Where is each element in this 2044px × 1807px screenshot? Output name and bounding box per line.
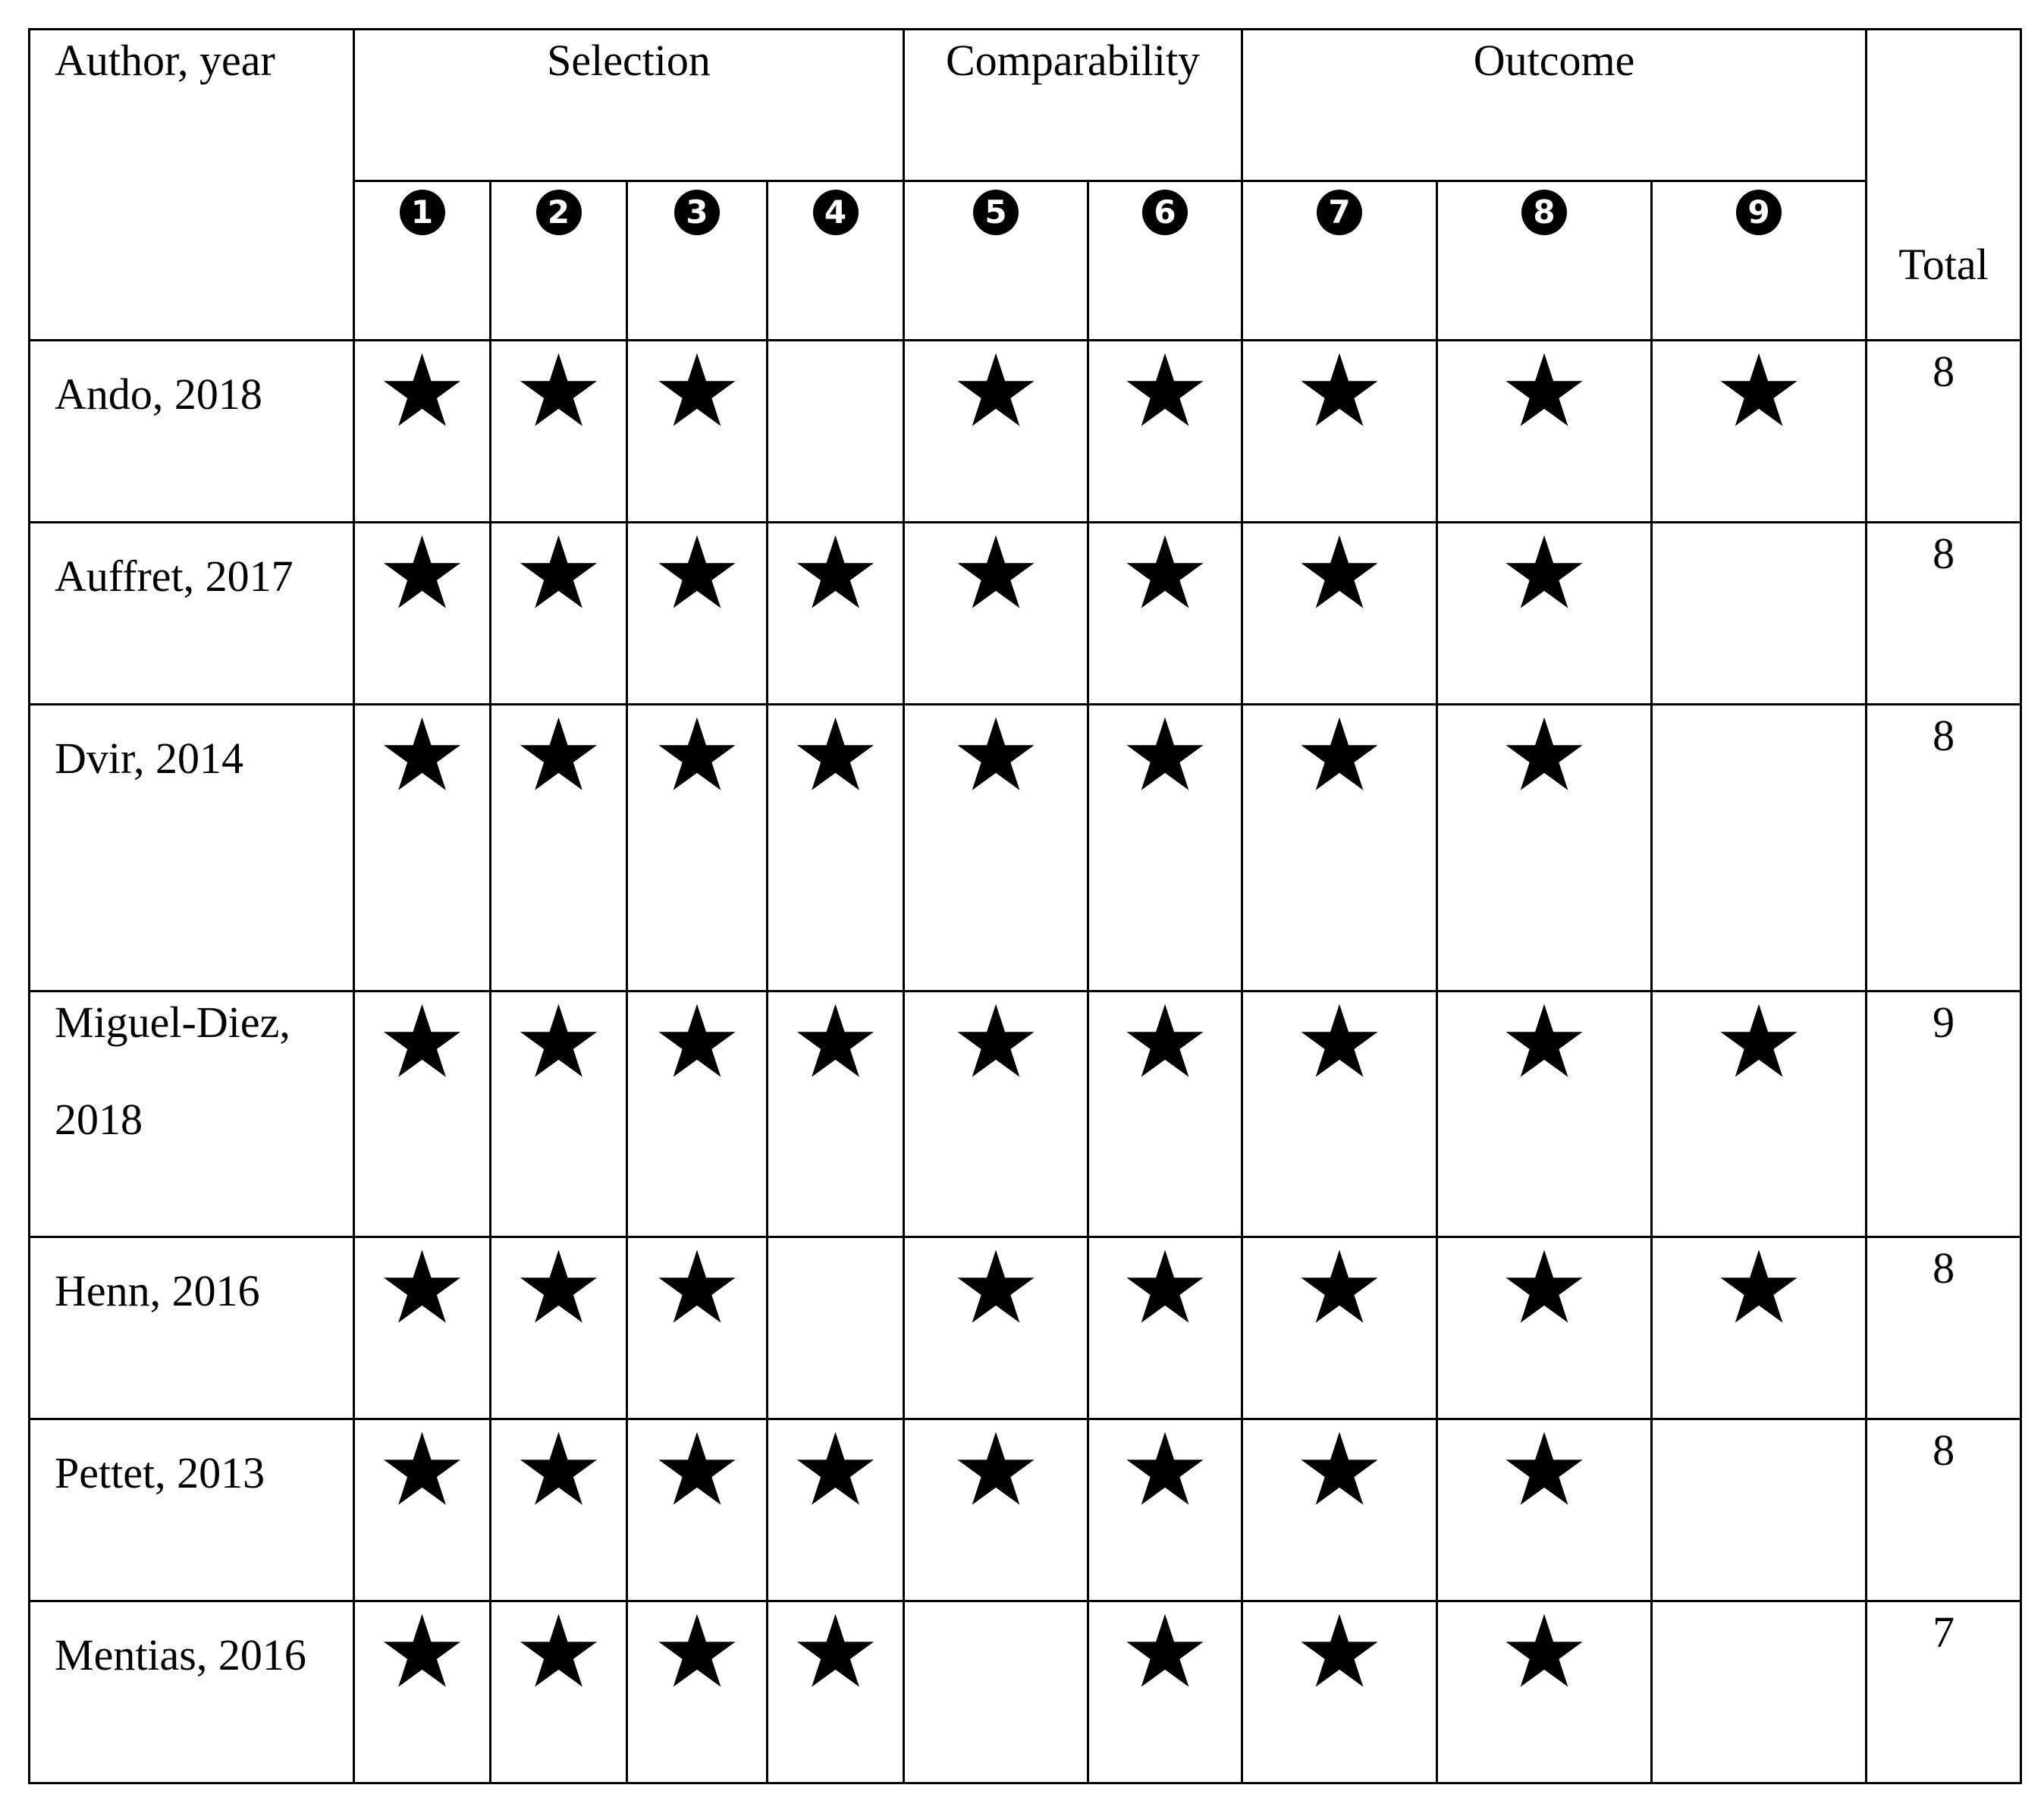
star-cell: [627, 697, 768, 991]
star-cell: [1437, 1594, 1652, 1783]
star-icon: ★: [652, 515, 743, 632]
star-icon: ★: [1499, 1230, 1590, 1347]
star-cell: [768, 697, 904, 991]
author-cell: [30, 1601, 354, 1783]
star-icon: ★: [1713, 333, 1804, 450]
star-icon: ★: [1119, 515, 1210, 632]
star-cell: [1437, 1230, 1652, 1419]
star-icon: ★: [513, 984, 604, 1101]
star-icon: ★: [513, 697, 604, 814]
star-icon: ★: [513, 1594, 604, 1711]
star-cell: [1088, 515, 1242, 705]
star-cell: [627, 333, 768, 523]
star-cell: [354, 697, 491, 991]
star-cell: [1088, 984, 1242, 1237]
item-number-badge: 5: [973, 190, 1019, 235]
total-cell: 8: [1867, 341, 2021, 523]
item-number-badge: 6: [1142, 190, 1188, 235]
item-number-header: [1242, 181, 1437, 341]
star-icon: ★: [1713, 1230, 1804, 1347]
star-cell: [1088, 1594, 1242, 1783]
star-cell: [627, 1230, 768, 1419]
star-cell: [768, 984, 904, 1237]
star-cell: [904, 984, 1088, 1237]
author-cell: [30, 1419, 354, 1601]
star-cell: [1437, 984, 1652, 1237]
star-icon: ★: [377, 515, 467, 632]
star-cell: [1242, 333, 1437, 523]
star-icon: ★: [1499, 515, 1590, 632]
item-number-header: [354, 181, 491, 341]
star-icon: ★: [1119, 333, 1210, 450]
star-cell: [491, 1230, 627, 1419]
star-icon: ★: [1294, 515, 1385, 632]
total-cell: 9: [1867, 991, 2021, 1237]
star-cell: [904, 697, 1088, 991]
item-number-badge: 7: [1317, 190, 1362, 235]
author-label: Ando, 2018: [55, 369, 262, 419]
star-cell: [1652, 523, 1867, 705]
item-number-header: [491, 181, 627, 341]
item-number-header: [1437, 181, 1652, 341]
star-icon: ★: [950, 984, 1041, 1101]
star-icon: ★: [790, 697, 881, 814]
star-cell: [491, 333, 627, 523]
star-cell: [1242, 515, 1437, 705]
star-icon: ★: [652, 984, 743, 1101]
star-cell: [354, 1412, 491, 1601]
star-cell: [1088, 333, 1242, 523]
star-cell: [904, 1601, 1088, 1783]
star-icon: ★: [1499, 333, 1590, 450]
star-icon: ★: [652, 1412, 743, 1529]
item-number-header: [768, 181, 904, 341]
table-row: [30, 705, 2021, 991]
star-icon: ★: [790, 1594, 881, 1711]
star-icon: ★: [652, 1594, 743, 1711]
star-cell: [1242, 1594, 1437, 1783]
item-number-badge: 2: [536, 190, 582, 235]
star-cell: [904, 1230, 1088, 1419]
star-cell: [354, 1230, 491, 1419]
outcome-header: Outcome: [1242, 30, 1867, 181]
star-icon: ★: [377, 697, 467, 814]
comparability-header: Comparability: [904, 30, 1242, 181]
star-cell: [904, 1412, 1088, 1601]
star-cell: [1652, 705, 1867, 991]
star-cell: [1652, 333, 1867, 523]
star-cell: [491, 984, 627, 1237]
star-cell: [491, 515, 627, 705]
star-cell: [491, 697, 627, 991]
item-number-header: [627, 181, 768, 341]
star-icon: ★: [1119, 1230, 1210, 1347]
star-cell: [1242, 697, 1437, 991]
star-cell: [1652, 984, 1867, 1237]
author-label: Miguel-Diez, 2018: [55, 998, 290, 1144]
star-icon: ★: [950, 333, 1041, 450]
star-icon: ★: [790, 515, 881, 632]
star-icon: ★: [1713, 984, 1804, 1101]
star-cell: [1242, 1230, 1437, 1419]
star-icon: ★: [1294, 697, 1385, 814]
star-icon: ★: [950, 515, 1041, 632]
table-row: [30, 341, 2021, 523]
author-label: Mentias, 2016: [55, 1630, 306, 1680]
author-cell: [30, 523, 354, 705]
star-icon: ★: [377, 1594, 467, 1711]
star-icon: ★: [1294, 1412, 1385, 1529]
author-label: Dvir, 2014: [55, 734, 243, 783]
star-cell: [1437, 333, 1652, 523]
star-icon: ★: [652, 333, 743, 450]
star-icon: ★: [950, 697, 1041, 814]
star-cell: [627, 515, 768, 705]
star-icon: ★: [1499, 1594, 1590, 1711]
star-cell: [354, 1594, 491, 1783]
star-icon: ★: [1294, 984, 1385, 1101]
star-icon: ★: [950, 1412, 1041, 1529]
author-label: Henn, 2016: [55, 1266, 260, 1315]
star-icon: ★: [377, 1230, 467, 1347]
star-cell: [1437, 1412, 1652, 1601]
star-cell: [1652, 1601, 1867, 1783]
star-cell: [1437, 515, 1652, 705]
item-number-badge: 4: [813, 190, 859, 235]
author-cell: [30, 1237, 354, 1419]
star-icon: ★: [790, 1412, 881, 1529]
star-icon: ★: [377, 984, 467, 1101]
author-label: Pettet, 2013: [55, 1448, 265, 1497]
total-cell: 8: [1867, 705, 2021, 991]
quality-assessment-table: [28, 28, 2022, 1784]
star-cell: [1242, 984, 1437, 1237]
star-cell: [1652, 1230, 1867, 1419]
star-cell: [1088, 1412, 1242, 1601]
star-cell: [627, 1412, 768, 1601]
star-cell: [491, 1412, 627, 1601]
author-cell: [30, 341, 354, 523]
item-number-badge: 8: [1521, 190, 1567, 235]
author-cell: [30, 991, 354, 1237]
star-icon: ★: [1119, 1412, 1210, 1529]
star-icon: ★: [1499, 697, 1590, 814]
table-row: [30, 991, 2021, 1237]
star-icon: ★: [1294, 1594, 1385, 1711]
star-cell: [354, 515, 491, 705]
total-cell: 8: [1867, 1237, 2021, 1419]
star-cell: [768, 1594, 904, 1783]
star-cell: [904, 515, 1088, 705]
star-icon: ★: [1294, 1230, 1385, 1347]
star-icon: ★: [1119, 697, 1210, 814]
star-cell: [904, 333, 1088, 523]
total-cell: 7: [1867, 1601, 2021, 1783]
star-icon: ★: [377, 1412, 467, 1529]
total-cell: 8: [1867, 523, 2021, 705]
selection-header: Selection: [354, 30, 904, 181]
author-cell: [30, 705, 354, 991]
star-cell: [1242, 1412, 1437, 1601]
author-year-header: Author, year: [30, 30, 354, 341]
star-icon: ★: [513, 515, 604, 632]
star-cell: [768, 1412, 904, 1601]
star-icon: ★: [377, 333, 467, 450]
star-icon: ★: [513, 1412, 604, 1529]
star-icon: ★: [1499, 984, 1590, 1101]
item-number-badge: 9: [1736, 190, 1782, 235]
item-number-badge: 1: [400, 190, 445, 235]
table-row: [30, 1237, 2021, 1419]
star-cell: [768, 515, 904, 705]
star-icon: ★: [513, 333, 604, 450]
star-icon: ★: [1294, 333, 1385, 450]
table-row: [30, 1601, 2021, 1783]
item-number-badge: 3: [674, 190, 720, 235]
star-cell: [1088, 697, 1242, 991]
star-cell: [354, 333, 491, 523]
star-icon: ★: [652, 697, 743, 814]
star-icon: ★: [513, 1230, 604, 1347]
star-cell: [1652, 1419, 1867, 1601]
star-icon: ★: [1119, 984, 1210, 1101]
star-cell: [491, 1594, 627, 1783]
star-cell: [768, 1237, 904, 1419]
item-number-header: [904, 181, 1088, 341]
table-row: [30, 1419, 2021, 1601]
item-number-header: [1652, 181, 1867, 341]
item-number-header: [1088, 181, 1242, 341]
star-icon: ★: [1499, 1412, 1590, 1529]
total-header: Total: [1867, 30, 2021, 341]
star-icon: ★: [950, 1230, 1041, 1347]
star-cell: [627, 1594, 768, 1783]
star-icon: ★: [652, 1230, 743, 1347]
table-row: [30, 523, 2021, 705]
star-cell: [627, 984, 768, 1237]
star-cell: [768, 341, 904, 523]
total-cell: 8: [1867, 1419, 2021, 1601]
star-icon: ★: [790, 984, 881, 1101]
star-cell: [1088, 1230, 1242, 1419]
table-body: [30, 333, 2021, 1783]
author-label: Auffret, 2017: [55, 552, 294, 601]
star-cell: [1437, 697, 1652, 991]
star-icon: ★: [1119, 1594, 1210, 1711]
star-cell: [354, 984, 491, 1237]
